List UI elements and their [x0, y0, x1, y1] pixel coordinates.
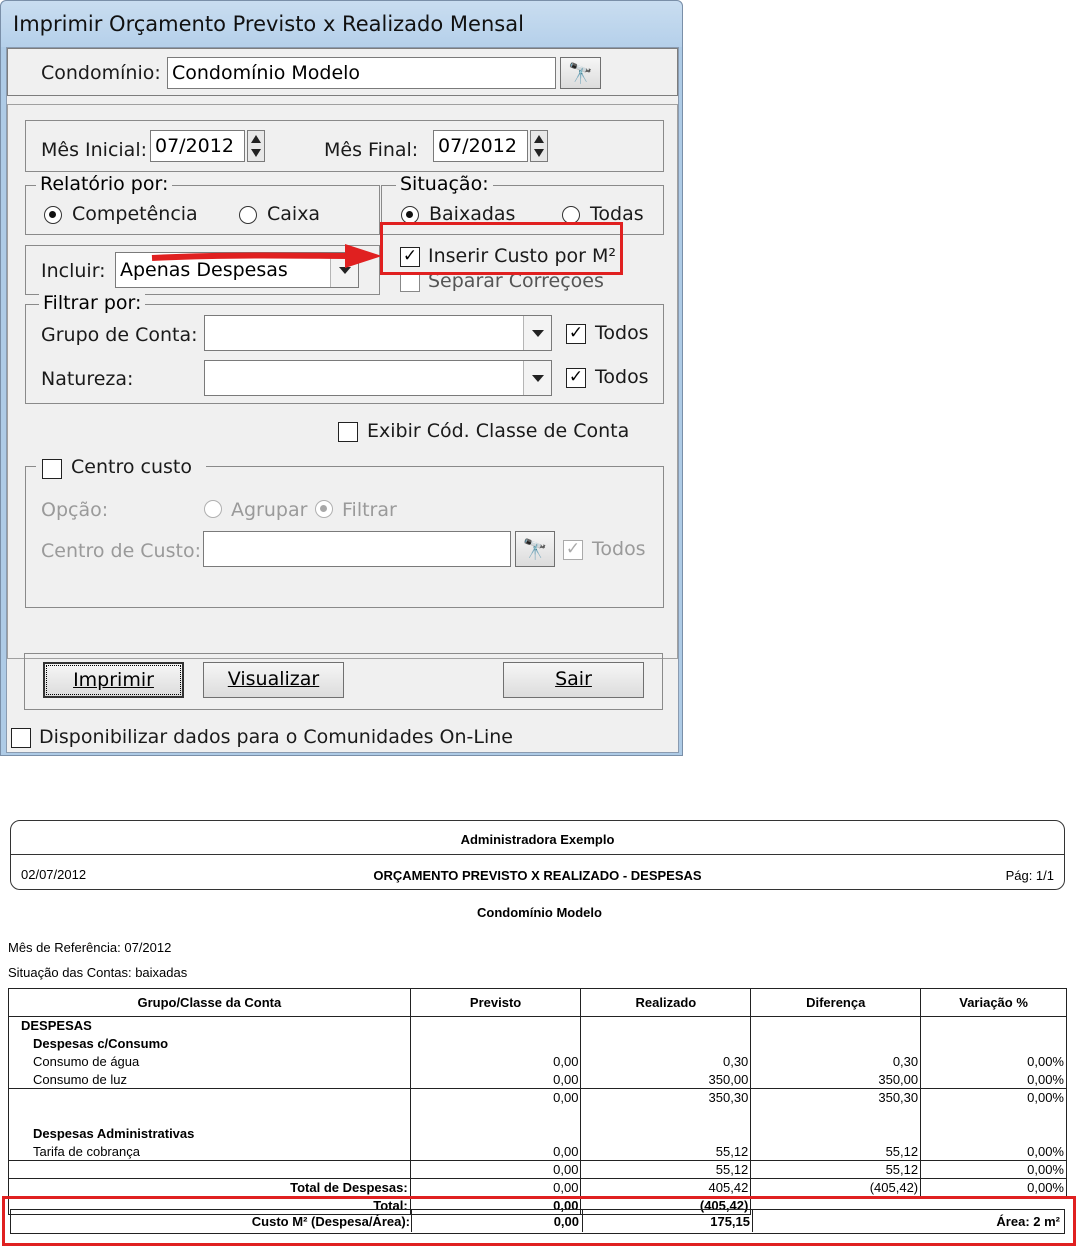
centro-todos-checkbox[interactable]: ✓ — [563, 540, 583, 560]
radio-baixadas-label: Baixadas — [429, 203, 516, 225]
row-value — [581, 1107, 751, 1125]
row-value: 0,00 — [410, 1143, 581, 1161]
dialog-title: Imprimir Orçamento Previsto x Realizado Mensal — [1, 1, 682, 47]
centro-custo-group — [25, 456, 664, 608]
chevron-down-icon[interactable] — [523, 316, 551, 350]
report-company: Administradora Exemplo — [460, 832, 615, 847]
row-value: 350,00 — [581, 1071, 751, 1089]
row-value: 350,00 — [751, 1071, 921, 1089]
radio-filtrar-label: Filtrar — [342, 499, 397, 521]
inserir-custo-label: Inserir Custo por M² — [428, 245, 617, 267]
table-header-row — [9, 989, 1067, 1017]
print-dialog — [0, 0, 683, 756]
radio-filtrar[interactable] — [315, 500, 333, 518]
natureza-select[interactable] — [204, 360, 552, 396]
row-label — [9, 1107, 411, 1125]
row-label: Total: — [9, 1197, 411, 1215]
custo-label: Custo M² (Despesa/Área): — [251, 1214, 410, 1229]
row-value — [921, 1035, 1067, 1053]
table-row — [9, 1125, 1067, 1143]
mes-inicial-input[interactable]: 07/2012 — [150, 130, 245, 162]
radio-caixa[interactable] — [239, 206, 257, 224]
row-value: 0,00% — [921, 1161, 1067, 1179]
row-value — [410, 1125, 581, 1143]
dialog-client — [6, 47, 679, 753]
custo-area: Área: 2 m² — [996, 1214, 1060, 1229]
report-header-divider — [11, 854, 1064, 855]
row-value: 55,12 — [751, 1161, 921, 1179]
disponibilizar-checkbox[interactable] — [11, 728, 31, 748]
row-label: Despesas Administrativas — [9, 1125, 411, 1143]
filtrar-por-label: Filtrar por: — [39, 292, 145, 314]
condominio-label: Condomínio: — [41, 62, 161, 84]
row-value: 0,00% — [921, 1179, 1067, 1197]
exibir-cod-checkbox[interactable] — [338, 422, 358, 442]
natureza-todos-checkbox[interactable]: ✓ — [566, 368, 586, 388]
col-grupo: Grupo/Classe da Conta — [9, 989, 411, 1017]
centro-custo-label: Centro custo — [71, 456, 192, 478]
row-value — [581, 1035, 751, 1053]
row-value — [921, 1125, 1067, 1143]
mes-final-input[interactable]: 07/2012 — [433, 130, 528, 162]
report-condominio: Condomínio Modelo — [477, 905, 602, 920]
natureza-todos-label: Todos — [595, 366, 649, 388]
row-label: Despesas c/Consumo — [9, 1035, 411, 1053]
condominio-search-button[interactable] — [560, 57, 601, 89]
imprimir-button-label: Imprimir — [73, 669, 154, 691]
row-value: 55,12 — [581, 1143, 751, 1161]
condominio-panel — [7, 48, 678, 96]
row-label: Tarifa de cobrança — [9, 1143, 411, 1161]
row-value: 0,00 — [410, 1053, 581, 1071]
row-value: 350,30 — [581, 1089, 751, 1107]
buttons-box — [24, 653, 663, 710]
col-variacao: Variação % — [921, 989, 1067, 1017]
condominio-input[interactable]: Condomínio Modelo — [167, 57, 556, 89]
table-row — [9, 1089, 1067, 1107]
row-label — [9, 1089, 411, 1107]
row-value: 55,12 — [751, 1143, 921, 1161]
centro-custo-search-button[interactable] — [515, 531, 555, 567]
row-value — [410, 1017, 581, 1035]
report-table — [8, 988, 1067, 1215]
grupo-conta-label: Grupo de Conta: — [41, 324, 198, 346]
col-realizado: Realizado — [581, 989, 751, 1017]
highlight-custo-m2 — [2, 1196, 1076, 1246]
row-value: 405,42 — [581, 1179, 751, 1197]
relatorio-por-group — [25, 173, 380, 235]
grupo-conta-select[interactable] — [204, 315, 552, 351]
custo-realizado: 175,15 — [710, 1214, 750, 1229]
mes-final-spinner[interactable] — [530, 130, 548, 162]
incluir-select-value: Apenas Despesas — [120, 259, 288, 281]
natureza-label: Natureza: — [41, 368, 134, 390]
row-value: 0,00% — [921, 1089, 1067, 1107]
mes-inicial-spinner[interactable] — [247, 130, 265, 162]
row-value — [410, 1035, 581, 1053]
pointer-arrow-icon — [150, 236, 390, 276]
mes-inicial-label: Mês Inicial: — [41, 139, 147, 161]
row-value: 0,00% — [921, 1071, 1067, 1089]
centro-todos-label: Todos — [592, 538, 646, 560]
row-value: 0,00% — [921, 1143, 1067, 1161]
table-row — [9, 1035, 1067, 1053]
imprimir-button[interactable] — [43, 662, 184, 698]
row-value: 0,00 — [410, 1197, 581, 1215]
centro-de-custo-input[interactable] — [203, 531, 511, 567]
month-range-box — [25, 120, 664, 172]
incluir-label: Incluir: — [41, 260, 106, 282]
row-value — [410, 1107, 581, 1125]
row-label: DESPESAS — [9, 1017, 411, 1035]
report-header — [10, 820, 1065, 890]
visualizar-button[interactable] — [203, 662, 344, 698]
mes-final-label: Mês Final: — [324, 139, 419, 161]
radio-competencia[interactable] — [44, 206, 62, 224]
row-value — [751, 1107, 921, 1125]
separar-correcoes-checkbox[interactable] — [400, 272, 420, 292]
row-value: 0,30 — [581, 1053, 751, 1071]
table-row — [9, 1107, 1067, 1125]
row-value: (405,42) — [581, 1197, 751, 1215]
row-value: 0,00 — [410, 1071, 581, 1089]
row-value: 55,12 — [581, 1161, 751, 1179]
row-value — [581, 1017, 751, 1035]
chevron-down-icon[interactable] — [523, 361, 551, 395]
highlight-inserir-custo — [380, 222, 623, 275]
grupo-todos-checkbox[interactable]: ✓ — [566, 324, 586, 344]
centro-custo-checkbox[interactable] — [42, 459, 62, 479]
row-label: Consumo de água — [9, 1053, 411, 1071]
row-value: (405,42) — [751, 1179, 921, 1197]
col-previsto: Previsto — [410, 989, 581, 1017]
report-situacao: Situação das Contas: baixadas — [8, 965, 188, 980]
radio-todas-label: Todas — [590, 203, 644, 225]
table-row — [9, 1017, 1067, 1035]
radio-competencia-label: Competência — [72, 203, 198, 225]
table-row — [9, 1071, 1067, 1089]
table-row — [9, 1179, 1067, 1197]
row-value — [751, 1017, 921, 1035]
row-value: 0,00 — [410, 1089, 581, 1107]
visualizar-button-label: Visualizar — [227, 668, 320, 690]
row-value: 0,00 — [410, 1161, 581, 1179]
row-label — [9, 1161, 411, 1179]
sair-button-label: Sair — [555, 668, 592, 690]
radio-agrupar[interactable] — [204, 500, 222, 518]
row-value — [581, 1125, 751, 1143]
report-title: ORÇAMENTO PREVISTO X REALIZADO - DESPESAS — [373, 868, 702, 883]
exibir-cod-label: Exibir Cód. Classe de Conta — [367, 420, 630, 442]
relatorio-por-label: Relatório por: — [36, 173, 172, 195]
radio-caixa-label: Caixa — [267, 203, 321, 225]
table-row — [9, 1161, 1067, 1179]
report-date: 02/07/2012 — [21, 867, 87, 882]
situacao-label: Situação: — [396, 173, 493, 195]
binoculars-icon: 🔭 — [568, 61, 593, 85]
row-label: Consumo de luz — [9, 1071, 411, 1089]
table-row — [9, 1053, 1067, 1071]
row-value — [751, 1125, 921, 1143]
separar-correcoes-label: Separar Correções — [428, 270, 604, 292]
row-value: 350,30 — [751, 1089, 921, 1107]
row-value — [921, 1017, 1067, 1035]
row-value: 0,00 — [410, 1179, 581, 1197]
sair-button[interactable] — [503, 662, 644, 698]
main-panel — [7, 104, 678, 659]
report-page: Pág: 1/1 — [1005, 868, 1054, 883]
disponibilizar-label: Disponibilizar dados para o Comunidades On-Line — [39, 726, 513, 748]
radio-agrupar-label: Agrupar — [231, 499, 308, 521]
col-diferenca: Diferença — [751, 989, 921, 1017]
row-label: Total de Despesas: — [9, 1179, 411, 1197]
filtrar-por-group — [25, 292, 664, 404]
centro-de-custo-label: Centro de Custo: — [41, 540, 201, 562]
report-table-body — [9, 1017, 1067, 1215]
binoculars-icon: 🔭 — [522, 537, 548, 561]
custo-previsto: 0,00 — [553, 1214, 579, 1229]
row-value — [751, 1035, 921, 1053]
inserir-custo-checkbox[interactable]: ✓ — [400, 247, 420, 267]
row-value: 0,30 — [751, 1053, 921, 1071]
row-value — [921, 1107, 1067, 1125]
report-mes-referencia: Mês de Referência: 07/2012 — [8, 940, 172, 955]
opcao-label: Opção: — [41, 499, 109, 521]
row-value: 0,00% — [921, 1053, 1067, 1071]
grupo-todos-label: Todos — [595, 322, 649, 344]
table-row — [9, 1143, 1067, 1161]
